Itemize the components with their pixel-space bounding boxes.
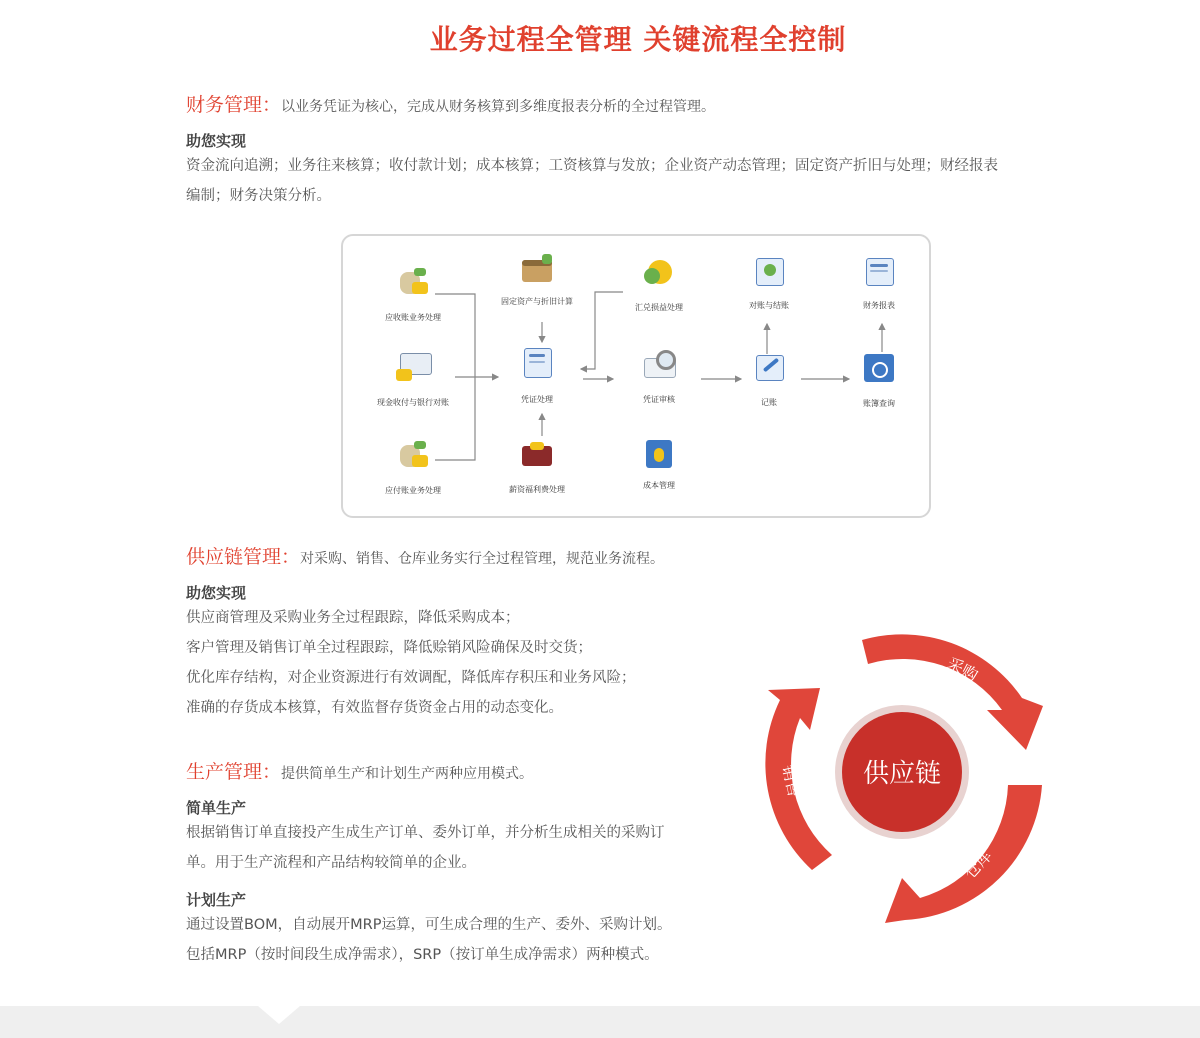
magnifier-icon [642,348,676,380]
cycle-sales-label: 销售 [778,763,805,799]
supply-heading [186,542,664,569]
supply-line: 客户管理及销售订单全过程跟踪，降低赊销风险确保及时交货； [186,640,592,656]
supply-benefits [186,603,636,723]
supply-line: 优化库存结构，对企业资源进行有效调配，降低库存积压和业务风险； [186,670,636,686]
ledger-search-icon [862,352,896,384]
cycle-center-label: 供应链 [862,759,942,789]
plan-production-text [186,910,671,970]
flow-node-voucher: 凭证处理 [477,346,597,405]
flow-node-report: 财务报表 [819,256,939,311]
finance-subtitle: 助您实现 [186,132,247,150]
flow-node-salary: 薪资福利费处理 [477,438,597,495]
coins-icon [642,258,676,290]
simple-line: 根据销售订单直接投产生成生产订单、委外订单，并分析生成相关的采购订 [186,825,665,841]
chest-icon [520,254,554,286]
bottom-band [0,1006,1200,1038]
supply-desc: 对采购、销售、仓库业务实行全过程管理，规范业务流程。 [300,551,665,567]
flow-node-ar: 应收账业务处理 [353,266,473,323]
refresh-doc-icon [752,256,786,288]
flow-node-fx: 汇兑损益处理 [599,258,719,313]
flow-node-ap: 应付账业务处理 [353,439,473,496]
production-heading [186,757,533,784]
finance-line: 编制；财务决策分析。 [186,188,331,204]
bottom-notch [258,1006,300,1026]
simple-line: 单。用于生产流程和产品结构较简单的企业。 [186,855,476,871]
page-headline: 业务过程全管理 关键流程全控制 [429,23,847,56]
dollar-doc-icon [642,438,676,470]
supply-chain-cycle [750,630,1060,930]
flow-node-cash: 现金收付与银行对账 [353,351,473,408]
finance-line: 资金流向追溯；业务往来核算；收付款计划；成本核算；工资核算与发放；企业资产动态管理；固定资产折旧与处理；财经报表 [186,158,998,174]
simple-production-title: 简单生产 [186,799,247,817]
finance-benefits [186,151,998,211]
pen-doc-icon [752,351,786,383]
voucher-icon [520,346,554,378]
plan-line: 通过设置BOM，自动展开MRP运算，可生成合理的生产、委外、采购计划。 [186,917,672,933]
plan-production-title: 计划生产 [186,891,247,909]
cycle-purchase-label: 采购 [943,653,982,686]
finance-heading [186,90,715,117]
finance-flow-diagram [341,234,931,518]
flow-node-audit: 凭证审核 [599,348,719,405]
flow-node-cost: 成本管理 [599,438,719,491]
flow-node-ledger: 账簿查询 [819,352,939,409]
cycle-warehouse-label: 仓库 [960,846,996,883]
flow-node-post: 记账 [709,351,829,408]
flow-node-reconcile: 对账与结账 [709,256,829,311]
report-icon [862,256,896,288]
production-title: 生产管理： [186,761,282,783]
supply-line: 准确的存货成本核算，有效监督存货资金占用的动态变化。 [186,700,563,716]
supply-subtitle: 助您实现 [186,584,247,602]
computer-coins-icon [396,351,430,383]
finance-title: 财务管理： [186,94,282,116]
book-icon [520,438,554,470]
supply-line: 供应商管理及采购业务全过程跟踪，降低采购成本； [186,610,520,626]
finance-desc: 以业务凭证为核心，完成从财务核算到多维度报表分析的全过程管理。 [281,99,716,115]
production-desc: 提供简单生产和计划生产两种应用模式。 [281,766,534,782]
money-bag-icon [396,266,430,298]
money-bag-icon [396,439,430,471]
supply-title: 供应链管理： [186,546,301,568]
plan-line: 包括MRP（按时间段生成净需求），SRP（按订单生成净需求）两种模式。 [186,947,659,963]
simple-production-text [186,818,665,878]
flow-node-fixed: 固定资产与折旧计算 [477,254,597,307]
